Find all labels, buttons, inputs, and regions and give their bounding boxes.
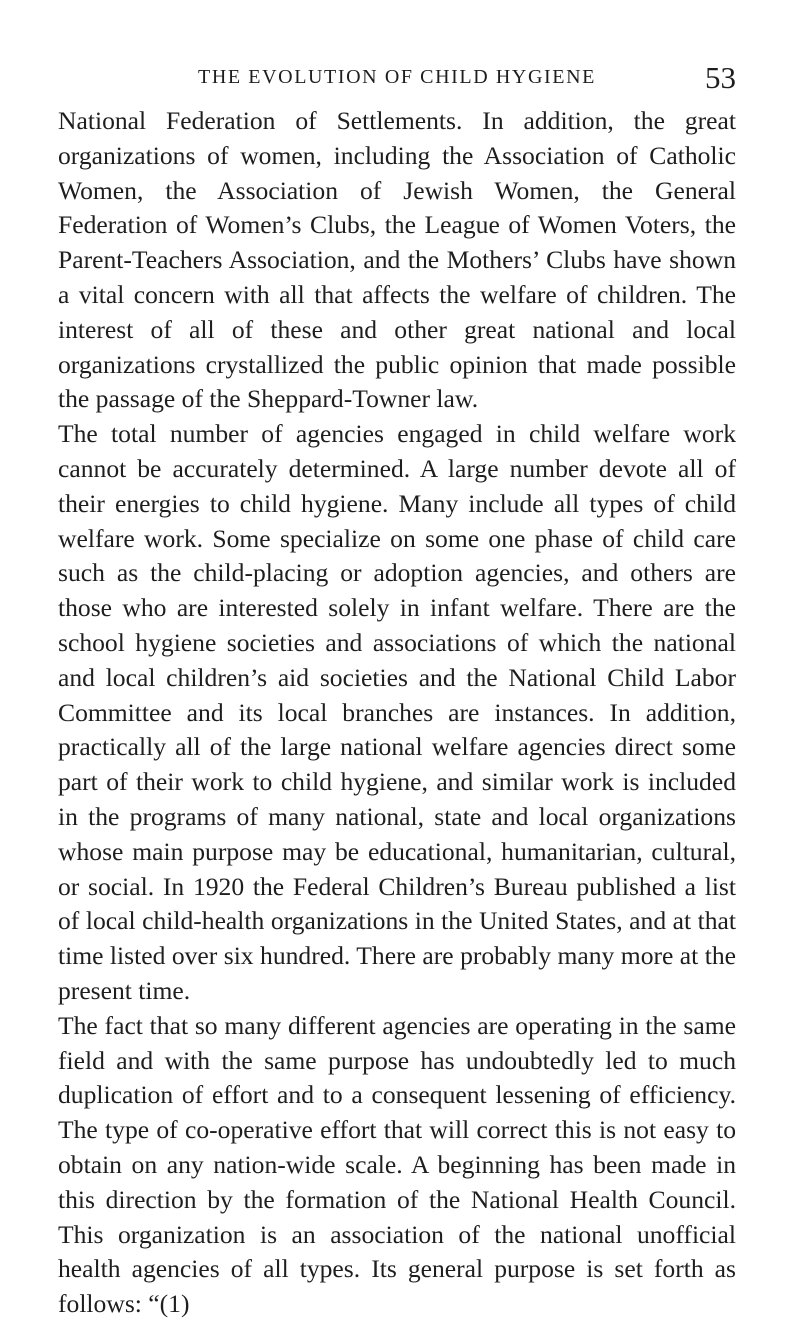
paragraph-duplication: The fact that so many different agencies are operating in the same field and with the same purpose has undoubtedly led to much duplication of effort and to a consequent lessening of efficiency. The type of co-operative effort that will correct this is not easy to obtain on any nation-wide scale. A beginning has been made in this direction by the formation of the National Health Council. This organization is an association of the national unofficial health agencies of all types. Its general purpose is set forth as follows: “(1) — [58, 1010, 736, 1319]
page-number: 53 — [705, 60, 736, 95]
running-head — [58, 60, 736, 100]
book-page — [58, 60, 736, 1322]
paragraph-continuation: National Federation of Settlements. In addition, the great organizations of women, including the Association of Catholic Women, the Association of Jewish Women, the General Federation of Women’s Clubs, the League of Women Voters, the Parent-Teachers Association, and the Mothers’ Clubs have shown a vital concern with all that affects the welfare of children. The interest of all of these and other great national and local organizations crystallized the public opinion that made possible the passage of the Sheppard-Towner law. — [58, 106, 736, 414]
running-title: THE EVOLUTION OF CHILD HYGIENE — [198, 66, 596, 88]
paragraph-agencies: The total number of agencies engaged in child welfare work cannot be accurately determined. A large number devote all of their energies to child hygiene. Many include all types of child welfare work. Some specialize on some one phase of child care such as the child-placing or adoption agencies, and others are those who are interested solely in infant welfare. There are the school hygiene societies and associations of which the national and local children’s aid societies and the National Child Labor Committee and its local branches are instances. In addition, practically all of the large national welfare agencies direct some part of their work to child hygiene, and similar work is included in the programs of many national, state and local organizations whose main purpose may be educational, humanitarian, cultural, or social. In 1920 the Federal Children’s Bureau published a list of local child-health organizations in the United States, and at that time listed over six hundred. There are probably many more at the present time. — [58, 419, 736, 1005]
